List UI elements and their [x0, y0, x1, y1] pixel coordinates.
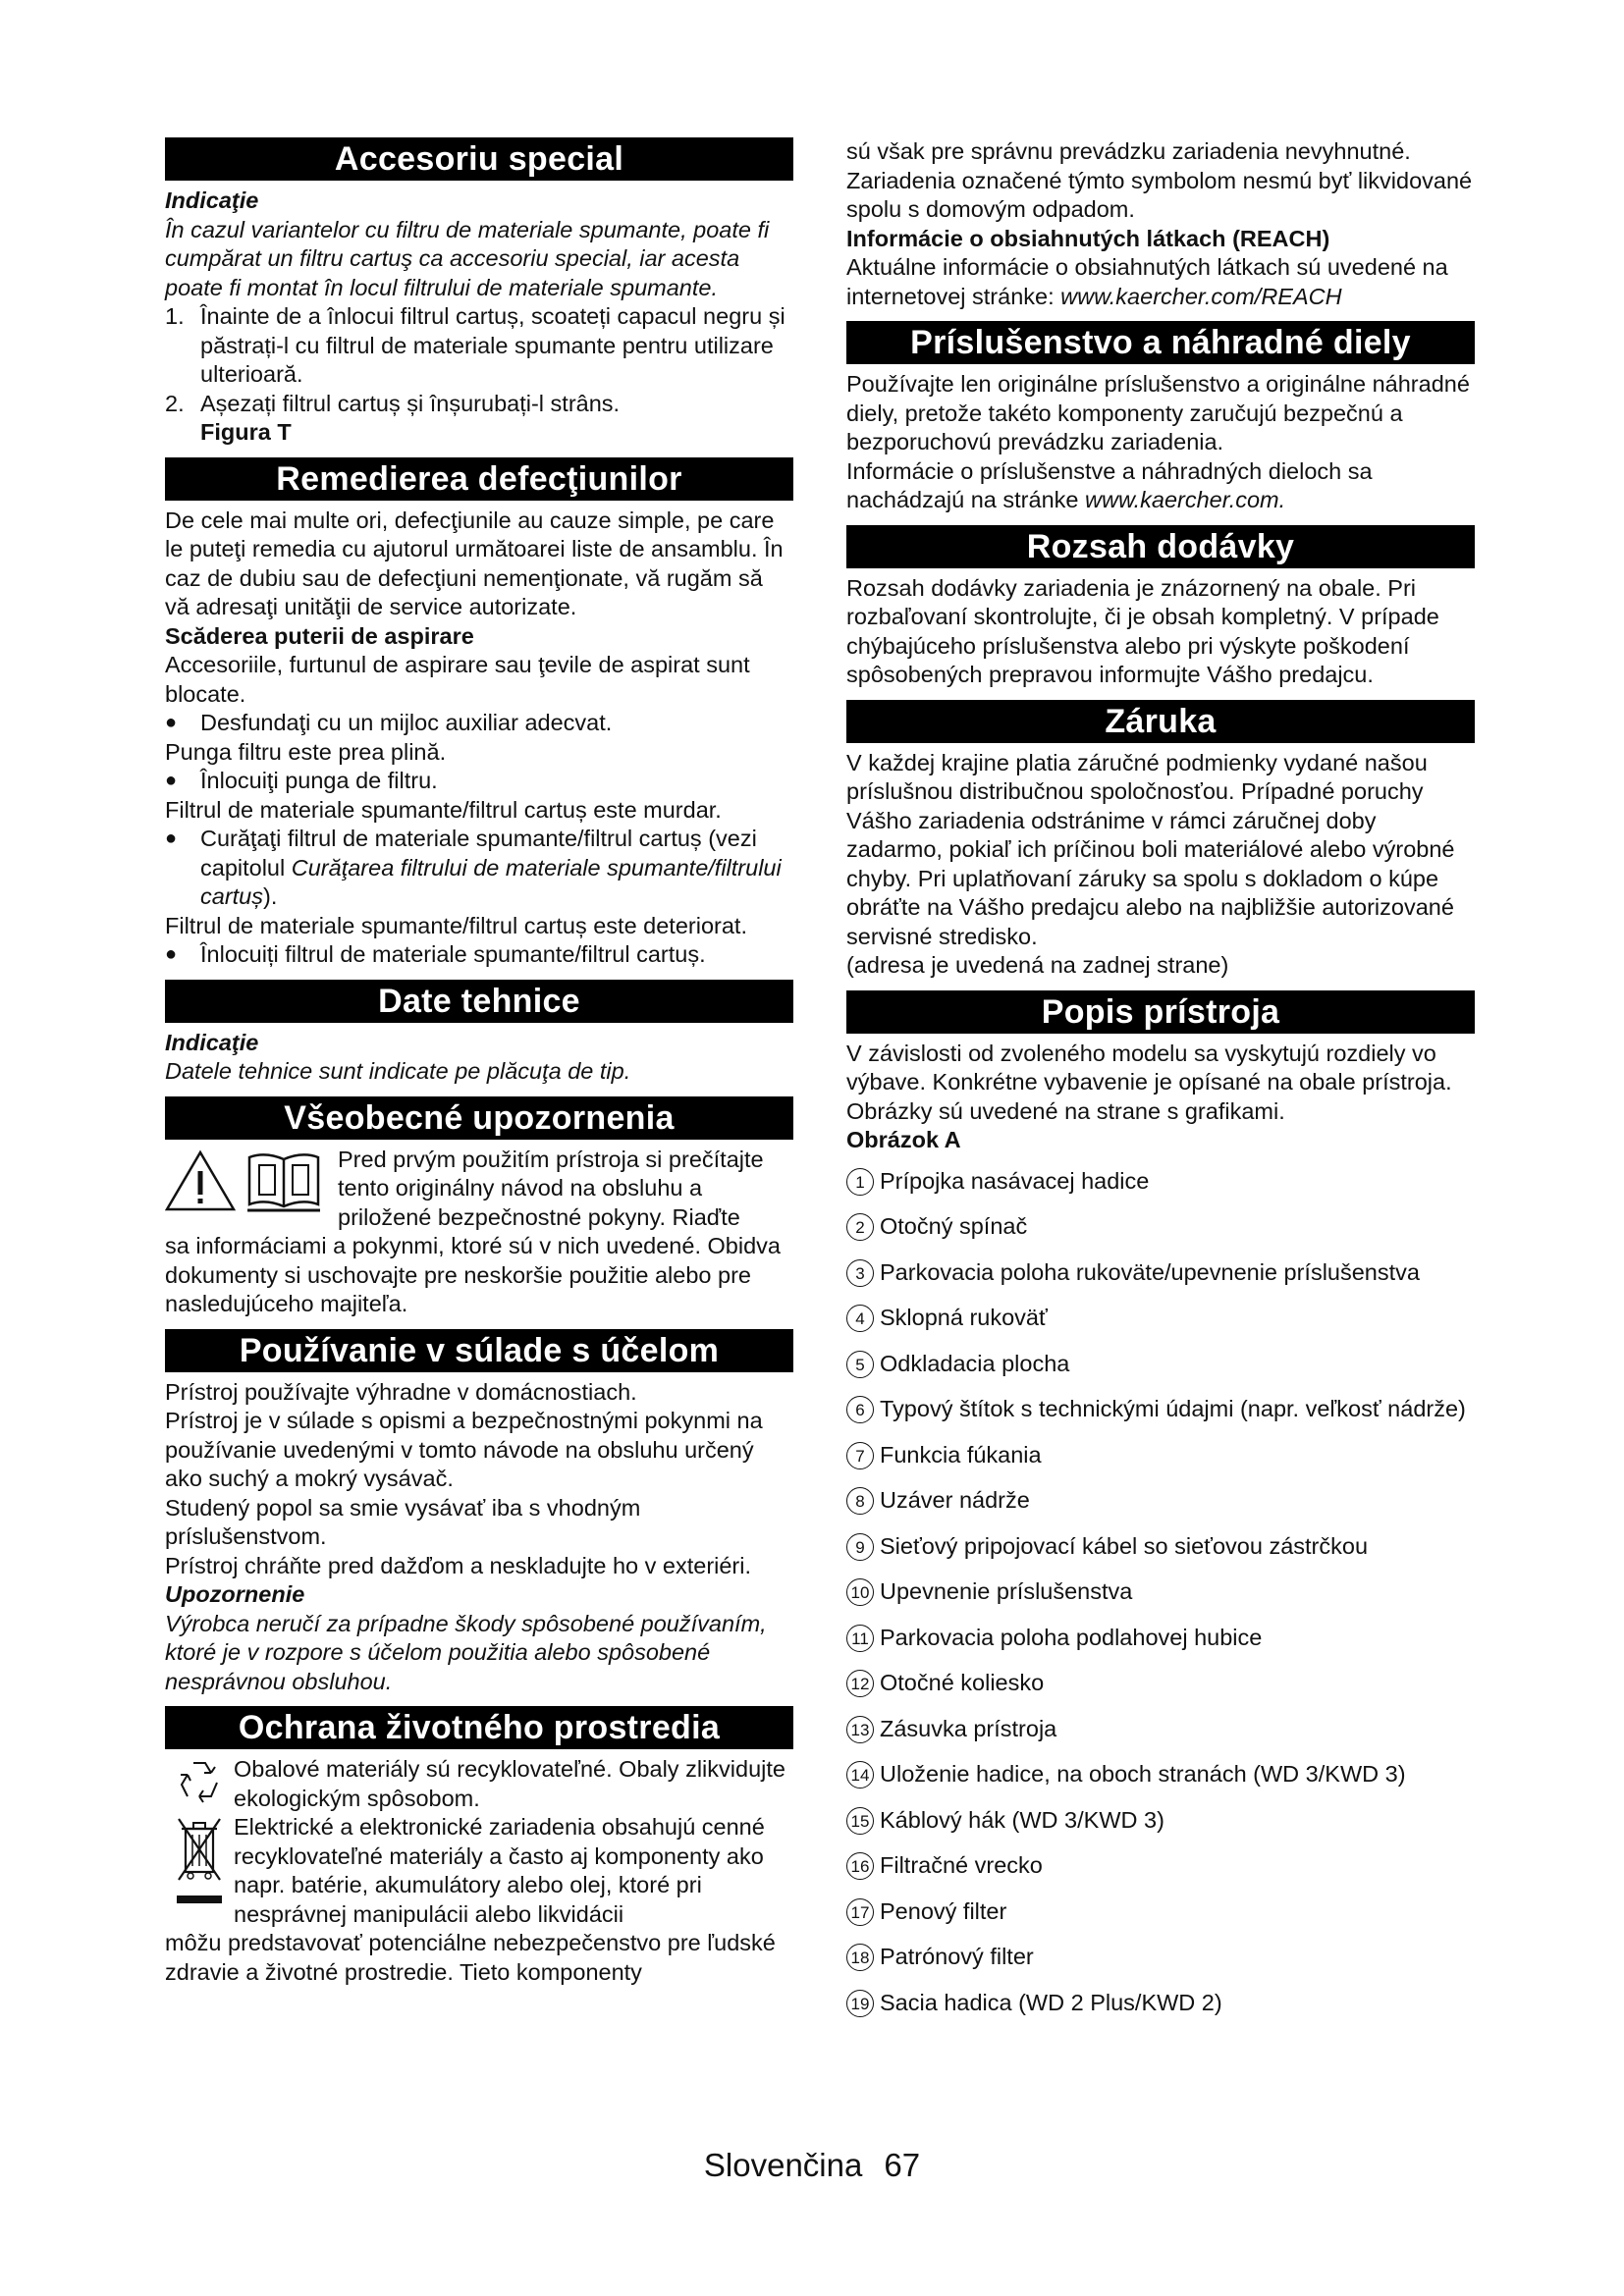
note-label: Indicaţie — [165, 1029, 259, 1055]
number-circle: 1 — [846, 1168, 874, 1196]
part-label: Sklopná rukoväť — [880, 1305, 1048, 1330]
manual-book-icon — [245, 1149, 322, 1214]
list-item — [846, 1624, 1475, 1653]
part-label: Sacia hadica (WD 2 Plus/KWD 2) — [880, 1989, 1222, 2015]
list-item — [846, 1851, 1475, 1881]
section-header-popis: Popis prístroja — [846, 990, 1475, 1034]
number-circle: 19 — [846, 1990, 874, 2017]
right-column — [846, 137, 1475, 2034]
number-circle: 6 — [846, 1396, 874, 1423]
warning-triangle-icon — [165, 1149, 236, 1212]
part-label: Sieťový pripojovací kábel so sieťovou zástrčkou — [880, 1532, 1369, 1559]
warning-full-text: sa informáciami a pokynmi, ktoré sú v nich uvedené. Obidva dokumenty si uschovajte pre neskoršie použitie alebo pre nasledujúceho majiteľa. — [165, 1233, 781, 1316]
step-text: Așezați filtrul cartuș și înșurubați-l strâns. — [200, 390, 621, 416]
figure-ref: Figura T — [200, 419, 292, 445]
description-p1: V závislosti od zvoleného modelu sa vyskytujú rozdiely vo výbave. Konkrétne vybavenie je opísané na obale prístroja. — [846, 1040, 1452, 1095]
part-label: Káblový hák (WD 3/KWD 3) — [880, 1806, 1164, 1833]
part-label: Prípojka nasávacej hadice — [880, 1167, 1150, 1194]
crossed-bin-icon — [175, 1815, 224, 1909]
number-circle: 7 — [846, 1442, 874, 1469]
number-circle: 18 — [846, 1944, 874, 1971]
list-item — [846, 1304, 1475, 1333]
cause-1: Accesoriile, furtunul de aspirare sau ţevile de aspirat sunt blocate. — [165, 652, 750, 707]
number-circle: 5 — [846, 1351, 874, 1378]
recycle-icon — [176, 1757, 223, 1806]
part-label: Uloženie hadice, na oboch stranách (WD 3/KWD 3) — [880, 1761, 1406, 1787]
reach-text-body: Aktuálne informácie o obsiahnutých látkach sú uvedené na internetovej stránke: — [846, 254, 1448, 309]
list-item — [846, 1989, 1475, 2018]
part-label: Parkovacia poloha podlahovej hubice — [880, 1624, 1263, 1650]
warranty-address: (adresa je uvedená na zadnej strane) — [846, 952, 1229, 978]
number-circle: 14 — [846, 1761, 874, 1789]
section-header-date-tehnice: Date tehnice — [165, 980, 793, 1023]
weee-icon-wrap — [165, 1813, 234, 1929]
description-p2: Obrázky sú uvedené na strane s grafikami. — [846, 1097, 1285, 1124]
fix-text: Înlocuiți filtrul de materiale spumante/filtrul cartuș. — [200, 941, 706, 967]
number-circle: 10 — [846, 1578, 874, 1606]
left-column — [165, 137, 793, 1987]
fix-4 — [165, 940, 793, 970]
bullet-icon: ● — [165, 712, 178, 733]
fix-text-b: ). — [263, 883, 278, 909]
section-header-vseobecne: Všeobecné upozornenia — [165, 1096, 793, 1140]
number-circle: 11 — [846, 1625, 874, 1652]
number-circle: 12 — [846, 1670, 874, 1697]
number-circle: 17 — [846, 1898, 874, 1926]
recycle-text: Obalové materiály sú recyklovateľné. Obaly zlikvidujte ekologickým spôsobom. — [234, 1756, 785, 1811]
fix-3 — [165, 825, 793, 912]
recycle-icon-wrap — [165, 1755, 234, 1813]
page-number: 67 — [884, 2147, 921, 2183]
weee-continuation-right: sú však pre správnu prevádzku zariadenia nevyhnutné. Zariadenia označené týmto symbolom nesmú byť likvidované spolu s domovým odpadom. — [846, 138, 1473, 222]
number-circle: 13 — [846, 1716, 874, 1743]
number-circle: 8 — [846, 1487, 874, 1515]
part-label: Filtračné vrecko — [880, 1852, 1043, 1878]
bullet-icon: ● — [165, 828, 178, 849]
cause-2: Punga filtru este prea plină. — [165, 738, 447, 765]
fix-text-a: Curăţaţi filtrul de materiale spumante/filtrul cartuș (vezi capitolul — [200, 826, 757, 881]
usage-p3: Studený popol sa smie vysávať iba s vhodným príslušenstvom. — [165, 1494, 641, 1549]
list-item — [846, 1669, 1475, 1698]
bullet-icon: ● — [165, 770, 178, 791]
fix-2 — [165, 767, 793, 796]
part-label: Otočné koliesko — [880, 1670, 1045, 1695]
step-1 — [165, 302, 793, 390]
list-item — [846, 1486, 1475, 1516]
caution-text: Výrobca neručí za prípadne škody spôsobené používaním, ktoré je v rozpore s účelom použitia alebo spôsobené nesprávnou obsluhou. — [165, 1610, 767, 1694]
warning-icons — [165, 1146, 338, 1233]
footer-language: Slovenčina — [703, 2147, 863, 2183]
section-header-ochrana: Ochrana životného prostredia — [165, 1706, 793, 1749]
note-text: În cazul variantelor cu filtru de materiale spumante, poate fi cumpărat un filtru cartuş ca accesoriu special, iar acesta poate fi montat în locul filtrului de materiale spumante. — [165, 216, 770, 300]
list-item — [846, 1760, 1475, 1789]
part-label: Funkcia fúkania — [880, 1441, 1042, 1468]
accessories-link[interactable]: www.kaercher.com. — [1085, 487, 1286, 512]
number-circle: 3 — [846, 1259, 874, 1287]
reach-text — [846, 253, 1475, 311]
number-circle: 4 — [846, 1305, 874, 1332]
list-item — [846, 1212, 1475, 1242]
accessories-p2-body: Informácie o príslušenstve a náhradných dieloch sa nachádzajú na stránke — [846, 457, 1373, 512]
accessories-p1: Používajte len originálne príslušenstvo a originálne náhradné diely, pretože takéto komponenty zaručujú bezpečnú a bezporuchovú prevádzku zariadenia. — [846, 371, 1470, 454]
fix-text: Desfundaţi cu un mijloc auxiliar adecvat. — [200, 710, 613, 735]
section-header-rozsah: Rozsah dodávky — [846, 525, 1475, 568]
number-circle: 16 — [846, 1852, 874, 1880]
number-circle: 2 — [846, 1213, 874, 1241]
weee-continuation: môžu predstavovať potenciálne nebezpečenstvo pre ľudské zdravie a životné prostredie. Tieto komponenty — [165, 1930, 776, 1985]
step-2 — [165, 390, 793, 419]
bullet-icon: ● — [165, 943, 178, 965]
part-label: Patrónový filter — [880, 1944, 1034, 1969]
caution-label: Upozornenie — [165, 1581, 305, 1607]
recycle-row — [165, 1755, 793, 1813]
accessories-p2 — [846, 457, 1475, 515]
subsection-title: Scăderea puterii de aspirare — [165, 622, 474, 649]
number-circle: 15 — [846, 1807, 874, 1835]
section-header-accesoriu: Accesoriu special — [165, 137, 793, 181]
note-text: Datele tehnice sunt indicate pe plăcuţa de tip. — [165, 1058, 631, 1084]
section-header-remedierea: Remedierea defecţiunilor — [165, 457, 793, 501]
list-item — [846, 1577, 1475, 1607]
warranty-text: V každej krajine platia záručné podmienky vydané našou príslušnou distribučnou spoločnosťou. Prípadné poruchy Vášho zariadenia odstránime v rámci záručnej doby zadarmo, pokiaľ ich príčinou boli materiálové alebo výrobné chyby. Pri uplatňovaní záruky sa spolu s dokladom o kúpe obráťte na Vášho predajcu alebo na najbližšie autorizované servisné stredisko. — [846, 749, 1455, 949]
scope-text: Rozsah dodávky zariadenia je znázornený na obale. Pri rozbaľovaní skontrolujte, či je obsah kompletný. V prípade chýbajúceho príslušenstva alebo pri výskyte poškodení spôsobených prepravou informujte Vášho predajcu. — [846, 574, 1439, 687]
list-item — [846, 1897, 1475, 1927]
usage-p1: Prístroj používajte výhradne v domácnostiach. — [165, 1378, 637, 1405]
fix-text — [200, 825, 793, 912]
figure-ref: Obrázok A — [846, 1127, 961, 1152]
list-item — [846, 1806, 1475, 1836]
step-number: 2. — [165, 390, 185, 416]
list-item — [846, 1350, 1475, 1379]
remedierea-intro: De cele mai multe ori, defecţiunile au cauze simple, pe care le puteţi remedia cu ajutorul următoarei liste de ansamblu. În caz de dubiu sau de defecţiuni nemenţionate, vă rugăm să vă adresaţi unităţii de service autorizate. — [165, 507, 784, 619]
part-label: Uzáver nádrže — [880, 1487, 1030, 1513]
section-header-zaruka: Záruka — [846, 700, 1475, 743]
reach-title: Informácie o obsiahnutých látkach (REACH) — [846, 225, 1330, 251]
weee-text: Elektrické a elektronické zariadenia obsahujú cenné recyklovateľné materiály a často aj komponenty ako napr. batérie, akumulátory alebo olej, ktoré pri nesprávnej manipulácii alebo likvidácii — [234, 1814, 765, 1927]
cause-4: Filtrul de materiale spumante/filtrul cartuș este deteriorat. — [165, 912, 747, 938]
parts-list — [846, 1167, 1475, 2018]
list-item — [846, 1258, 1475, 1288]
section-header-pouzivanie: Používanie v súlade s účelom — [165, 1329, 793, 1372]
list-item — [846, 1395, 1475, 1424]
weee-row — [165, 1813, 793, 1929]
cause-3: Filtrul de materiale spumante/filtrul cartuș este murdar. — [165, 796, 722, 823]
chapter-ref: Curăţarea filtrului de materiale spumante/filtrului cartuș — [200, 854, 782, 909]
list-item — [846, 1943, 1475, 1972]
fix-1 — [165, 709, 793, 738]
part-label: Zásuvka prístroja — [880, 1715, 1057, 1741]
list-item — [846, 1715, 1475, 1744]
warning-block — [165, 1146, 793, 1233]
step-number: 1. — [165, 303, 185, 329]
part-label: Upevnenie príslušenstva — [880, 1578, 1133, 1604]
part-label: Otočný spínač — [880, 1213, 1028, 1239]
part-label: Penový filter — [880, 1897, 1007, 1924]
list-item — [846, 1441, 1475, 1470]
list-item — [846, 1167, 1475, 1197]
number-circle: 9 — [846, 1533, 874, 1561]
part-label: Odkladacia plocha — [880, 1350, 1070, 1376]
usage-p4: Prístroj chráňte pred dažďom a neskladujte ho v exteriéri. — [165, 1552, 752, 1578]
usage-p2: Prístroj je v súlade s opismi a bezpečnostnými pokynmi na používanie uvedenými v tomto návode na obsluhu určený ako suchý a mokrý vysávač. — [165, 1408, 763, 1491]
list-item — [846, 1532, 1475, 1562]
note-label: Indicaţie — [165, 187, 259, 213]
part-label: Typový štítok s technickými údajmi (napr. veľkosť nádrže) — [880, 1396, 1466, 1421]
warning-side-text: Pred prvým použitím prístroja si prečítajte tento originálny návod na obsluhu a priložené bezpečnostné pokyny. Riaďte — [338, 1146, 764, 1230]
part-label: Parkovacia poloha rukoväte/upevnenie príslušenstva — [880, 1258, 1420, 1285]
section-header-prislusenstvo: Príslušenstvo a náhradné diely — [846, 321, 1475, 364]
reach-link[interactable]: www.kaercher.com/REACH — [1060, 283, 1342, 309]
page-footer — [0, 2146, 1624, 2185]
fix-text: Înlocuiţi punga de filtru. — [200, 768, 438, 793]
step-text: Înainte de a înlocui filtrul cartuș, scoateți capacul negru și păstrați-l cu filtrul de materiale spumante pentru utilizare ulterioară. — [200, 303, 785, 387]
